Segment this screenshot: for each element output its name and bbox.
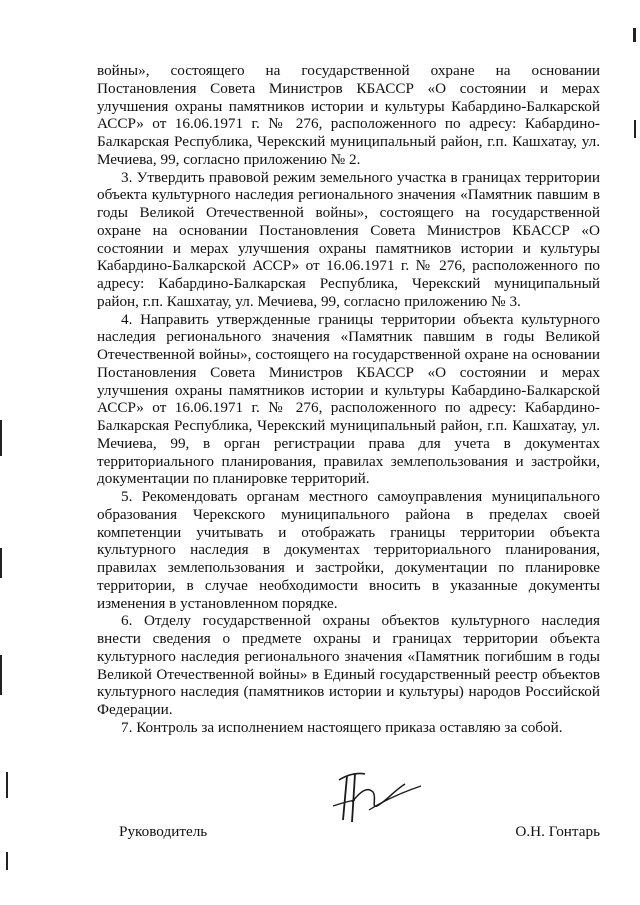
paragraph-item-5: 5. Рекомендовать органам местного самоуправления муниципального образования Черекского муниципального района в пределах своей компетенции учитывать и отображать границы территории объекта культурного наследия в документах территориального планирования, правилах землепользования и застройки, документации по планировке территории, в случае необходимости вносить в указанные документы изменения в установленном порядке. xyxy=(97,488,600,612)
paragraph-item-3: 3. Утвердить правовой режим земельного участка в границах территории объекта культурного наследия регионального значения «Памятник павшим в годы Великой Отечественной войны», состоящего на государственной охране на основании Постановления Совета Министров КБАССР «О состоянии и мерах улучшения охраны памятников истории и культуры Кабардино-Балкарской АССР» от 16.06.1971 г. № 276, расположенного по адресу: Кабардино-Балкарская Республика, Черекский муниципальный район, г.п. Кашхатау, ул. Мечиева, 99, согласно приложению № 3. xyxy=(97,168,600,310)
paragraph-item-7: 7. Контроль за исполнением настоящего приказа оставляю за собой. xyxy=(121,718,563,736)
scan-artifact xyxy=(0,548,2,578)
scan-artifact xyxy=(634,120,636,138)
handwritten-signature xyxy=(325,762,425,832)
scan-artifact xyxy=(0,420,2,456)
scan-artifact xyxy=(0,655,2,695)
paragraph-item-6: 6. Отделу государственной охраны объектов культурного наследия внести сведения о предмете охраны и границах территории объекта культурного наследия регионального значения «Памятник погибшим в годы Великой Отечественной войны» в Единый государственный реестр объектов культурного наследия (памятников истории и культуры) народов Российской Федерации. xyxy=(97,612,600,718)
document-body xyxy=(97,62,600,737)
signatory-name: О.Н. Гонтарь xyxy=(515,823,600,840)
signatory-title: Руководитель xyxy=(119,823,208,840)
paragraph-item-4: 4. Направить утвержденные границы территории объекта культурного наследия регионального значения «Памятник павшим в годы Великой Отечественной войны», состоящего на государственной охране на основании Постановления Совета Министров КБАССР «О состоянии и мерах улучшения охраны памятников истории и культуры Кабардино-Балкарской АССР» от 16.06.1971 г. № 276, расположенного по адресу: Кабардино-Балкарская Республика, Черекский муниципальный район, г.п. Кашхатау, ул. Мечиева, 99, в орган регистрации права для учета в документах территориального планирования, правилах землепользования и застройки, документации по планировке территорий. xyxy=(97,310,600,488)
scan-artifact xyxy=(633,28,636,42)
paragraph-continuation: войны», состоящего на государственной охране на основании Постановления Совета Министров КБАССР «О состоянии и мерах улучшения охраны памятников истории и культуры Кабардино-Балкарской АССР» от 16.06.1971 г. № 276, расположенного по адресу: Кабардино-Балкарская Республика, Черекский муниципальный район, г.п. Кашхатау, ул. Мечиева, 99, согласно приложению № 2. xyxy=(97,62,600,168)
scan-artifact xyxy=(6,852,8,870)
scan-artifact xyxy=(6,772,8,798)
